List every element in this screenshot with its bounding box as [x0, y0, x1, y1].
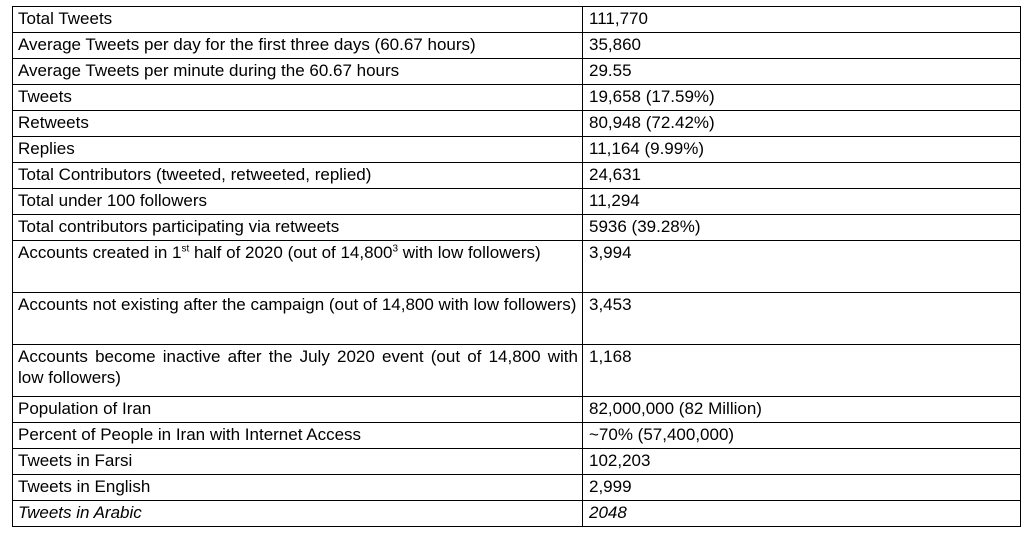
row-label: Accounts become inactive after the July 2020 event (out of 14,800 with low followers): [13, 345, 583, 397]
row-value: 35,860: [583, 33, 1021, 59]
table-row: [13, 345, 1021, 397]
table-row: [13, 475, 1021, 501]
row-value: 102,203: [583, 449, 1021, 475]
row-label: Tweets in Arabic: [13, 501, 583, 527]
table-row: [13, 33, 1021, 59]
row-value: 82,000,000 (82 Million): [583, 397, 1021, 423]
row-label-part: Accounts created in 1: [18, 243, 182, 262]
row-label: Average Tweets per minute during the 60.67 hours: [13, 59, 583, 85]
table-row: [13, 397, 1021, 423]
row-value: 1,168: [583, 345, 1021, 397]
row-label: Tweets in Farsi: [13, 449, 583, 475]
row-label: [13, 241, 583, 293]
table-row: [13, 449, 1021, 475]
row-value: 5936 (39.28%): [583, 215, 1021, 241]
row-value: 2,999: [583, 475, 1021, 501]
table-row: [13, 241, 1021, 293]
row-label: Tweets in English: [13, 475, 583, 501]
table-row: [13, 501, 1021, 527]
row-label: Accounts not existing after the campaign (out of 14,800 with low followers): [13, 293, 583, 345]
row-value: 2048: [583, 501, 1021, 527]
table-row: [13, 85, 1021, 111]
row-label: Total Contributors (tweeted, retweeted, replied): [13, 163, 583, 189]
table-row: [13, 7, 1021, 33]
table-row: [13, 137, 1021, 163]
row-label: Replies: [13, 137, 583, 163]
row-label-part: with low followers): [398, 243, 541, 262]
row-value: 11,294: [583, 189, 1021, 215]
row-value: 3,994: [583, 241, 1021, 293]
row-label: Retweets: [13, 111, 583, 137]
row-value: 19,658 (17.59%): [583, 85, 1021, 111]
row-value: 11,164 (9.99%): [583, 137, 1021, 163]
row-value: ~70% (57,400,000): [583, 423, 1021, 449]
row-value: 80,948 (72.42%): [583, 111, 1021, 137]
row-label: Total Tweets: [13, 7, 583, 33]
row-label: Average Tweets per day for the first three days (60.67 hours): [13, 33, 583, 59]
row-value: 111,770: [583, 7, 1021, 33]
table-row: [13, 111, 1021, 137]
table-row: [13, 189, 1021, 215]
row-label: Total under 100 followers: [13, 189, 583, 215]
row-value: 29.55: [583, 59, 1021, 85]
row-label: Population of Iran: [13, 397, 583, 423]
statistics-table: [12, 6, 1021, 527]
superscript: st: [181, 243, 190, 255]
row-value: 24,631: [583, 163, 1021, 189]
row-label: Percent of People in Iran with Internet Access: [13, 423, 583, 449]
row-label: Tweets: [13, 85, 583, 111]
row-label-part: half of 2020 (out of 14,800: [189, 243, 393, 262]
row-label: Total contributors participating via retweets: [13, 215, 583, 241]
table-row: [13, 423, 1021, 449]
row-value: 3,453: [583, 293, 1021, 345]
table-row: [13, 293, 1021, 345]
table-row: [13, 215, 1021, 241]
table-row: [13, 59, 1021, 85]
footnote-marker: 3: [392, 243, 399, 255]
table-row: [13, 163, 1021, 189]
